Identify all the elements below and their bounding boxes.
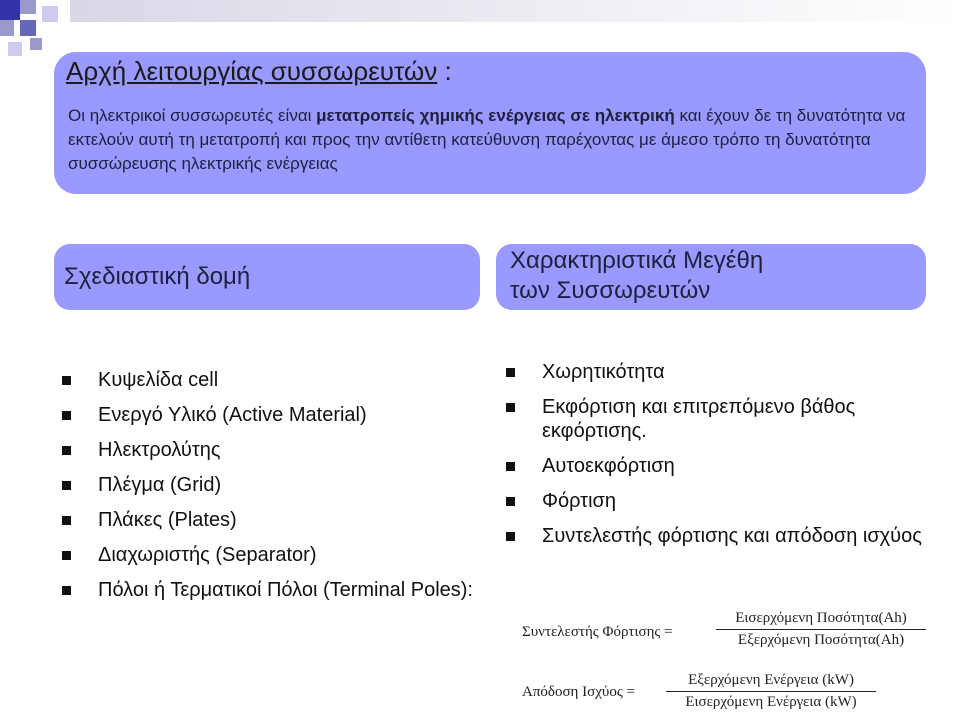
decor-square: [0, 20, 14, 36]
list-item-label: Συντελεστής φόρτισης και απόδοση ισχύος: [542, 525, 922, 547]
list-item: [506, 489, 926, 513]
power-efficiency-fraction: [666, 672, 876, 711]
bullet-square-icon: [506, 532, 515, 541]
list-item: [506, 395, 926, 443]
list-item: [506, 360, 926, 384]
list-item-label: Ηλεκτρολύτης: [98, 439, 221, 461]
list-item-label: Πλάκες (Plates): [98, 509, 237, 531]
characteristics-heading-line1: Χαρακτηριστικά Μεγέθη: [510, 247, 764, 274]
list-item: [62, 368, 482, 392]
bullet-square-icon: [62, 516, 71, 525]
characteristics-list: [506, 360, 926, 559]
decor-square: [20, 20, 36, 36]
decor-square: [42, 6, 58, 22]
decor-gradient-bar: [70, 0, 960, 22]
charge-factor-denominator: Εξερχόμενη Ποσότητα(Ah): [737, 632, 905, 648]
bullet-square-icon: [506, 497, 515, 506]
bullet-square-icon: [62, 411, 71, 420]
list-item-label: Αυτοεκφόρτιση: [542, 455, 675, 477]
page-title: [66, 56, 452, 87]
intro-paragraph: [68, 104, 918, 176]
intro-text: Οι ηλεκτρικοί συσσωρευτές είναι: [68, 106, 317, 125]
page-title-colon: :: [437, 56, 452, 86]
list-item-label: Πόλοι ή Τερματικοί Πόλοι (Terminal Poles):: [98, 579, 473, 601]
bullet-square-icon: [62, 586, 71, 595]
bullet-square-icon: [62, 376, 71, 385]
list-item-label: Κυψελίδα cell: [98, 369, 219, 391]
intro-bold-text: μετατροπείς χημικής ενέργειας σε ηλεκτρική: [316, 106, 675, 125]
list-item-label: Χωρητικότητα: [542, 361, 665, 383]
bullet-square-icon: [62, 481, 71, 490]
decor-square: [20, 0, 36, 14]
power-efficiency-denominator: Εισερχόμενη Ενέργεια (kW): [685, 694, 857, 710]
list-item: [62, 438, 482, 462]
power-efficiency-formula-lhs: Απόδοση Ισχύος =: [522, 684, 635, 700]
charge-factor-formula-lhs: Συντελεστής Φόρτισης =: [522, 624, 673, 640]
charge-factor-numerator: Εισερχόμενη Ποσότητα(Ah): [716, 610, 926, 630]
list-item: [62, 508, 482, 532]
characteristics-heading: [510, 246, 763, 306]
list-item: [62, 578, 482, 602]
bullet-square-icon: [506, 462, 515, 471]
list-item: [62, 403, 482, 427]
list-item: [62, 473, 482, 497]
page-title-text: Αρχή λειτουργίας συσσωρευτών: [66, 56, 438, 86]
bullet-square-icon: [506, 403, 515, 412]
decor-square: [30, 38, 42, 50]
power-efficiency-numerator: Εξερχόμενη Ενέργεια (kW): [666, 672, 876, 692]
list-item: [506, 524, 926, 548]
list-item-label: Εκφόρτιση και επιτρεπόμενο βάθος εκφόρτισης.: [542, 396, 856, 442]
bullet-square-icon: [62, 551, 71, 560]
list-item-label: Φόρτιση: [542, 490, 616, 512]
bullet-square-icon: [62, 446, 71, 455]
charge-factor-fraction: [716, 610, 926, 649]
list-item: [62, 543, 482, 567]
intro-text-rest: και έχουν δε τη δυνατότητα να εκτελούν αυτή τη μετατροπή και προς την αντίθετη κατεύθυνση παρέχοντας με άμεσο τρόπο τη δυνατότητα συσσώρευσης ηλεκτρικής ενέργειας: [68, 106, 906, 173]
list-item-label: Ενεργό Υλικό (Active Material): [98, 404, 367, 426]
characteristics-heading-line2: των Συσσωρευτών: [510, 277, 711, 304]
decor-square: [8, 42, 22, 56]
list-item-label: Πλέγμα (Grid): [98, 474, 222, 496]
list-item: [506, 454, 926, 478]
design-structure-list: [62, 368, 482, 613]
design-structure-heading: Σχεδιαστική δομή: [64, 263, 251, 290]
bullet-square-icon: [506, 368, 515, 377]
decor-square: [0, 0, 20, 20]
list-item-label: Διαχωριστής (Separator): [98, 544, 317, 566]
